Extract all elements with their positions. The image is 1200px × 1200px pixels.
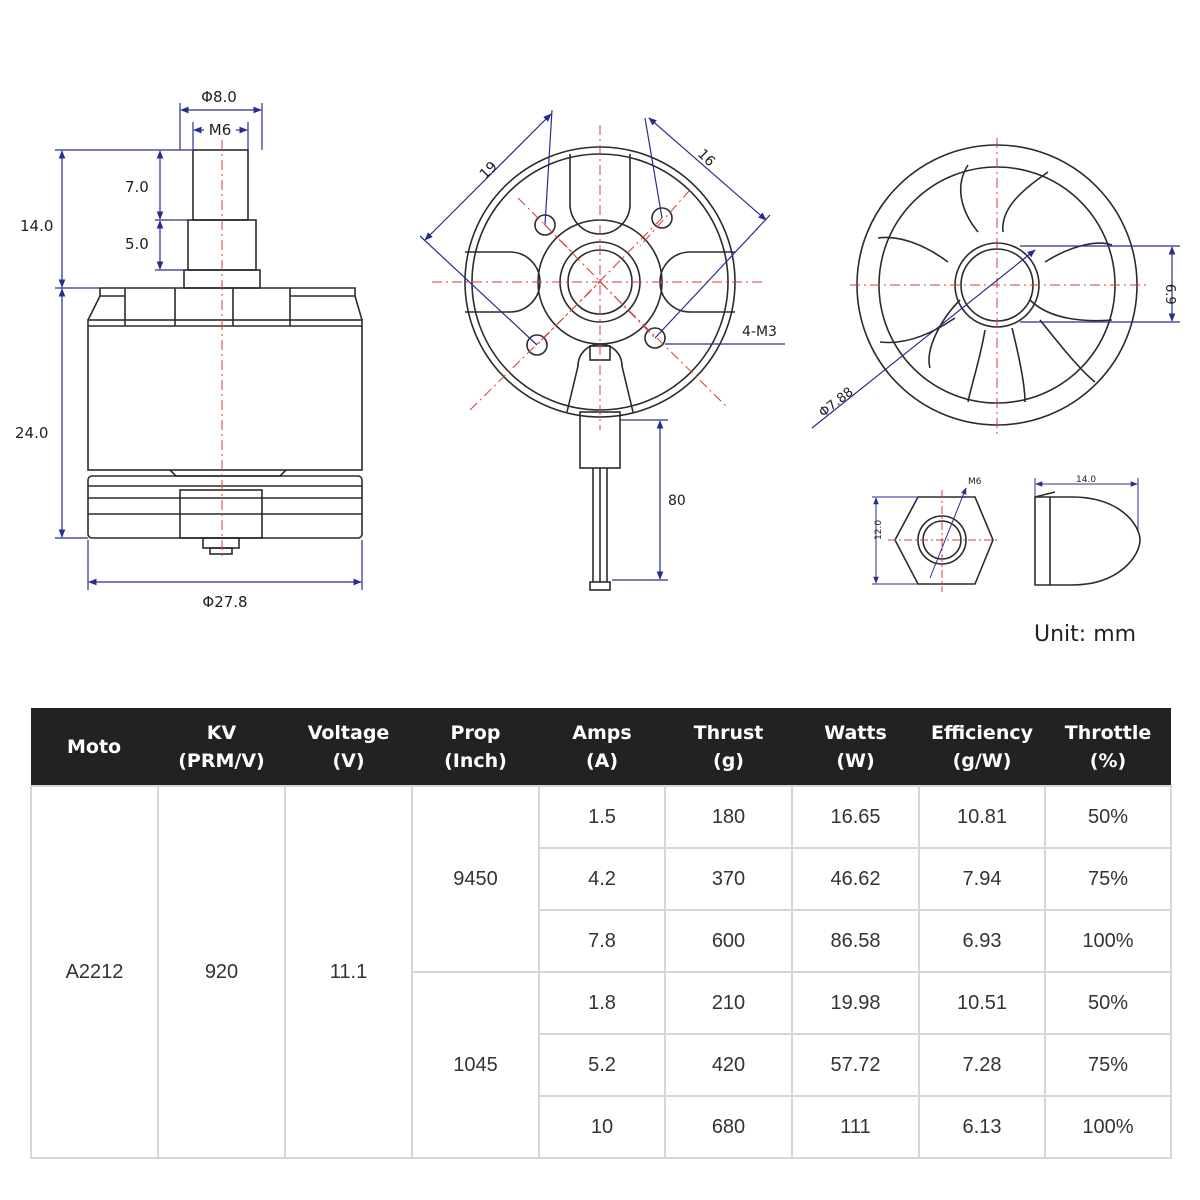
throttle-cell: 50% bbox=[1045, 972, 1171, 1034]
dim-24-label: 24.0 bbox=[15, 424, 49, 442]
efficiency-cell: 7.28 bbox=[919, 1034, 1045, 1096]
efficiency-cell: 6.13 bbox=[919, 1096, 1045, 1158]
unit-label: Unit: mm bbox=[1034, 622, 1137, 647]
cap-length-label: 14.0 bbox=[1076, 475, 1097, 485]
prop-cell: 9450 bbox=[412, 786, 539, 972]
amps-cell: 7.8 bbox=[539, 910, 665, 972]
body-diameter-label: Φ27.8 bbox=[202, 593, 248, 611]
voltage-cell: 11.1 bbox=[285, 786, 412, 1158]
watts-cell: 57.72 bbox=[792, 1034, 919, 1096]
efficiency-cell: 10.81 bbox=[919, 786, 1045, 848]
shaft-diameter-label: Φ8.0 bbox=[201, 88, 237, 106]
side-view-dimensions bbox=[55, 103, 362, 590]
header-throttle: Throttle (%) bbox=[1045, 708, 1171, 786]
amps-cell: 4.2 bbox=[539, 848, 665, 910]
thrust-cell: 370 bbox=[665, 848, 792, 910]
watts-cell: 86.58 bbox=[792, 910, 919, 972]
side-view bbox=[88, 150, 362, 554]
efficiency-cell: 6.93 bbox=[919, 910, 1045, 972]
mount-view-dimensions bbox=[420, 110, 785, 580]
dim-16-label: 16 bbox=[694, 146, 719, 171]
moto-cell: A2212 bbox=[31, 786, 158, 1158]
header-thrust: Thrust (g) bbox=[665, 708, 792, 786]
thrust-cell: 420 bbox=[665, 1034, 792, 1096]
mount-holes-label: 4-M3 bbox=[742, 324, 777, 340]
watts-cell: 19.98 bbox=[792, 972, 919, 1034]
prop-cap-view bbox=[1035, 492, 1140, 585]
header-voltage: Voltage (V) bbox=[285, 708, 412, 786]
header-amps: Amps (A) bbox=[539, 708, 665, 786]
thrust-cell: 180 bbox=[665, 786, 792, 848]
dim-7-label: 7.0 bbox=[125, 178, 149, 196]
efficiency-cell: 7.94 bbox=[919, 848, 1045, 910]
dim-5-label: 5.0 bbox=[125, 235, 149, 253]
amps-cell: 1.5 bbox=[539, 786, 665, 848]
amps-cell: 5.2 bbox=[539, 1034, 665, 1096]
header-efficiency: Efficiency (g/W) bbox=[919, 708, 1045, 786]
throttle-cell: 75% bbox=[1045, 848, 1171, 910]
header-moto: Moto bbox=[31, 708, 158, 786]
thrust-cell: 600 bbox=[665, 910, 792, 972]
prop-cell: 1045 bbox=[412, 972, 539, 1158]
watts-cell: 16.65 bbox=[792, 786, 919, 848]
amps-cell: 10 bbox=[539, 1096, 665, 1158]
throttle-cell: 100% bbox=[1045, 910, 1171, 972]
spec-table bbox=[30, 708, 1172, 1159]
rotor-diameter-label: Φ7.88 bbox=[816, 384, 857, 421]
efficiency-cell: 10.51 bbox=[919, 972, 1045, 1034]
dim-69-label: 6.9 bbox=[1162, 284, 1177, 305]
header-prop: Prop (Inch) bbox=[412, 708, 539, 786]
watts-cell: 111 bbox=[792, 1096, 919, 1158]
thrust-cell: 210 bbox=[665, 972, 792, 1034]
throttle-cell: 75% bbox=[1045, 1034, 1171, 1096]
shaft-thread-label: M6 bbox=[208, 121, 232, 139]
table-row bbox=[31, 786, 1171, 848]
dim-14-label: 14.0 bbox=[20, 217, 54, 235]
header-kv: KV (PRM/V) bbox=[158, 708, 285, 786]
throttle-cell: 50% bbox=[1045, 786, 1171, 848]
nut-height-label: 12.0 bbox=[874, 519, 884, 540]
dim-19-label: 19 bbox=[476, 158, 501, 183]
thrust-cell: 680 bbox=[665, 1096, 792, 1158]
nut-thread-label: M6 bbox=[968, 477, 982, 487]
header-watts: Watts (W) bbox=[792, 708, 919, 786]
throttle-cell: 100% bbox=[1045, 1096, 1171, 1158]
kv-cell: 920 bbox=[158, 786, 285, 1158]
table-header-row bbox=[31, 708, 1171, 786]
watts-cell: 46.62 bbox=[792, 848, 919, 910]
amps-cell: 1.8 bbox=[539, 972, 665, 1034]
lead-length-label: 80 bbox=[668, 493, 686, 509]
